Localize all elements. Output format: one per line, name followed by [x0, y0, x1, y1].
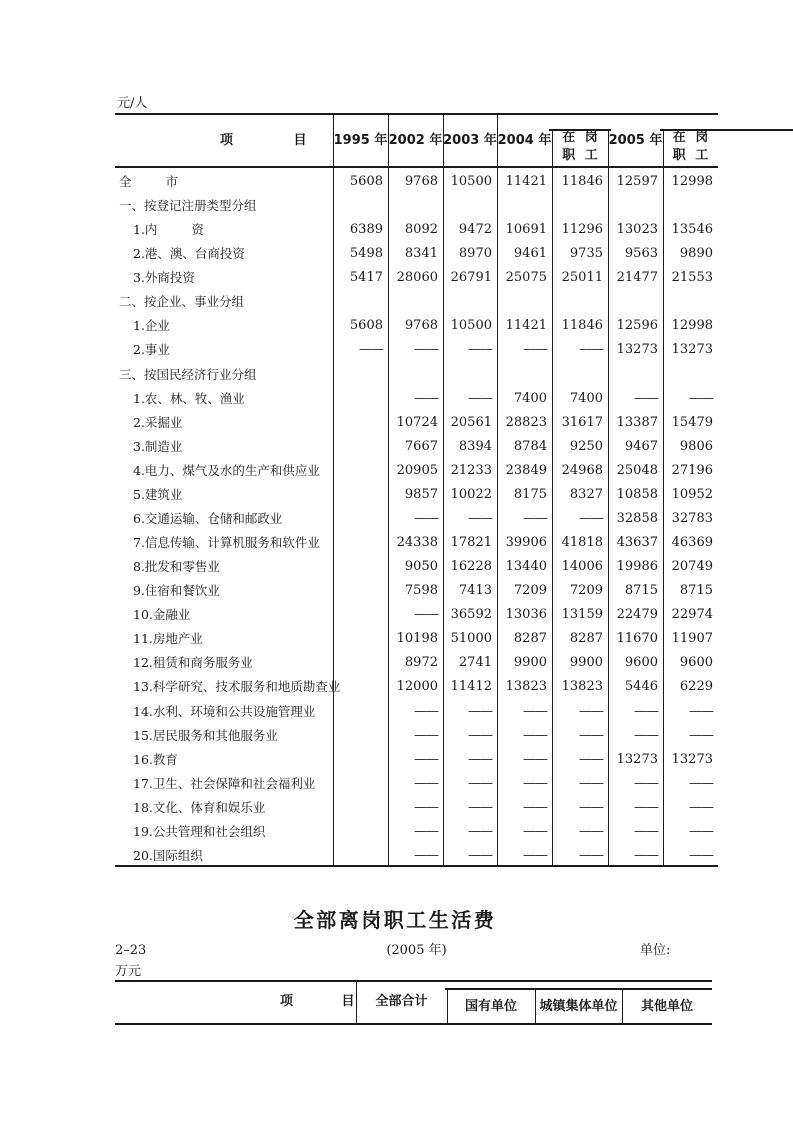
cell-value: —— [634, 703, 658, 719]
cell-value: 7598 [404, 583, 438, 599]
cell-value: 21233 [450, 462, 492, 478]
unit-label-top: 元/人 [117, 96, 148, 111]
cell-value: 25011 [561, 270, 603, 286]
cell-value: 12000 [396, 679, 438, 695]
cell-value: 5498 [349, 246, 383, 262]
cell-value: —— [634, 727, 658, 743]
cell-value: 9250 [569, 438, 603, 454]
cell-value: 8327 [569, 486, 603, 502]
cell-value: —— [579, 847, 603, 863]
cell-value: 5608 [349, 174, 383, 189]
unit-value: 万元 [115, 964, 142, 979]
row-label: 1.农、林、牧、渔业 [133, 390, 245, 406]
cell-value: 8175 [513, 486, 547, 502]
cell-value: 6229 [679, 679, 713, 695]
row-label: 2.事业 [133, 342, 170, 358]
cell-value: —— [634, 823, 658, 839]
cell-value: 13273 [616, 751, 658, 767]
cell-value: 12596 [616, 318, 658, 334]
row-label: 12.租赁和商务服务业 [133, 655, 253, 671]
cell-value: 9768 [404, 318, 438, 334]
cell-value: 19986 [616, 559, 658, 575]
cell-value: 10952 [671, 486, 713, 502]
cell-value: —— [414, 342, 438, 358]
cell-value: —— [523, 342, 547, 358]
cell-value: 10198 [396, 631, 438, 647]
cell-value: —— [468, 751, 492, 767]
cell-value: 9857 [404, 486, 438, 502]
cell-value: —— [523, 799, 547, 815]
cell-value: 13823 [505, 679, 547, 695]
cell-value: —— [689, 390, 713, 406]
cell-value: —— [414, 799, 438, 815]
cell-value: 9900 [513, 655, 547, 671]
cell-value: —— [523, 823, 547, 839]
column-rule [388, 113, 389, 867]
cell-value: 51000 [450, 631, 492, 647]
top-rule [115, 980, 712, 982]
cell-value: 24968 [561, 462, 603, 478]
col-header: 职 工 [562, 148, 598, 163]
cell-value: 8287 [513, 631, 547, 647]
cell-value: 11421 [505, 318, 547, 334]
row-label: 6.交通运输、仓储和邮政业 [133, 510, 283, 526]
top-rule [115, 113, 718, 115]
cell-value: 13023 [616, 222, 658, 238]
cell-value: 8092 [404, 222, 438, 238]
cell-value: 14006 [561, 559, 603, 575]
cell-value: —— [634, 775, 658, 791]
cell-value: 28060 [396, 270, 438, 286]
row-label: 17.卫生、社会保障和社会福利业 [133, 775, 316, 791]
table-code: 2–23 [115, 943, 147, 958]
cell-value: 22479 [616, 607, 658, 623]
cell-value: 9806 [679, 438, 713, 454]
cell-value: 7400 [569, 390, 603, 406]
cell-value: 15479 [671, 414, 713, 430]
row-label: 5.建筑业 [133, 486, 183, 502]
cell-value: —— [468, 390, 492, 406]
cell-value: 11846 [561, 174, 603, 189]
cell-value: —— [468, 510, 492, 526]
cell-value: —— [468, 823, 492, 839]
row-label: 10.金融业 [133, 607, 191, 623]
cell-value: 10500 [450, 318, 492, 334]
cell-value: 10022 [450, 486, 492, 502]
cell-value: —— [579, 823, 603, 839]
cell-value: 27196 [671, 462, 713, 478]
unit-label: 单位: [640, 943, 671, 958]
cell-value: 32783 [671, 510, 713, 526]
cell-value: 13273 [671, 751, 713, 767]
cell-value: 13546 [671, 222, 713, 238]
cell-value: —— [468, 847, 492, 863]
cell-value: 12998 [671, 174, 713, 189]
row-label: 三、按国民经济行业分组 [119, 366, 257, 382]
cell-value: 9467 [624, 438, 658, 454]
cell-value: 8287 [569, 631, 603, 647]
row-label: 8.批发和零售业 [133, 559, 220, 575]
cell-value: —— [468, 727, 492, 743]
col-header: 国有单位 [464, 999, 517, 1014]
cell-value: —— [414, 847, 438, 863]
cell-value: 11296 [561, 222, 603, 238]
cell-value: 17821 [450, 535, 492, 551]
cell-value: 26791 [450, 270, 492, 286]
col-header: 城镇集体单位 [539, 999, 618, 1014]
cell-value: —— [689, 799, 713, 815]
cell-value: 7209 [513, 583, 547, 599]
section-title: 全部离岗职工生活费 [293, 908, 497, 932]
row-label: 13.科学研究、技术服务和地质勘查业 [133, 679, 341, 695]
col-header: 其他单位 [640, 999, 693, 1014]
row-label: 二、按企业、事业分组 [119, 294, 245, 310]
cell-value: —— [579, 727, 603, 743]
cell-value: 13440 [505, 559, 547, 575]
col-header: 在 岗 [562, 130, 598, 145]
col-header: 2002 年 [388, 133, 443, 148]
cell-value: 21553 [671, 270, 713, 286]
row-label: 一、按登记注册类型分组 [119, 198, 257, 214]
cell-value: 25048 [616, 462, 658, 478]
row-label: 3.外商投资 [133, 270, 195, 286]
cell-value: —— [523, 847, 547, 863]
cell-value: —— [468, 703, 492, 719]
cell-value: 10691 [505, 222, 547, 238]
cell-value: 13387 [616, 414, 658, 430]
cell-value: 11412 [450, 679, 492, 695]
cell-value: 21477 [616, 270, 658, 286]
col-header: 职 工 [672, 148, 709, 163]
column-rule [608, 129, 609, 867]
cell-value: 7400 [513, 390, 547, 406]
item-column-header: 项 目 [220, 133, 307, 148]
cell-value: —— [414, 703, 438, 719]
cell-value: 6389 [349, 222, 383, 238]
cell-value: —— [579, 703, 603, 719]
year-note: (2005 年) [386, 943, 447, 958]
col-header: 1995 年 [333, 133, 388, 148]
cell-value: —— [414, 823, 438, 839]
cell-value: 39906 [505, 535, 547, 551]
cell-value: 10858 [616, 486, 658, 502]
row-label: 7.信息传输、计算机服务和软件业 [133, 535, 320, 551]
cell-value: 10724 [396, 414, 438, 430]
item-column-header: 项 目 [280, 994, 355, 1009]
col-header: 2003 年 [443, 133, 497, 148]
cell-value: 10500 [450, 174, 492, 189]
cell-value: 32858 [616, 510, 658, 526]
cell-value: 2741 [458, 655, 492, 671]
cell-value: 13823 [561, 679, 603, 695]
cell-value: 9890 [679, 246, 713, 262]
cell-value: 43637 [616, 535, 658, 551]
subbox-rule [445, 988, 712, 990]
cell-value: 11846 [561, 318, 603, 334]
cell-value: 7667 [404, 438, 438, 454]
cell-value: —— [523, 727, 547, 743]
cell-value: 11907 [671, 631, 713, 647]
row-label: 20.国际组织 [133, 847, 203, 863]
cell-value: —— [414, 607, 438, 623]
cell-value: —— [523, 751, 547, 767]
cell-value: 9461 [513, 246, 547, 262]
cell-value: —— [468, 342, 492, 358]
cell-value: 9472 [458, 222, 492, 238]
row-label: 11.房地产业 [133, 631, 203, 647]
cell-value: 8970 [458, 246, 492, 262]
cell-value: —— [579, 775, 603, 791]
cell-value: 12597 [616, 174, 658, 189]
cell-value: 12998 [671, 318, 713, 334]
cell-value: —— [523, 775, 547, 791]
cell-value: —— [689, 847, 713, 863]
column-rule [552, 129, 553, 867]
cell-value: —— [689, 823, 713, 839]
row-label: 3.制造业 [133, 438, 183, 454]
cell-value: 36592 [450, 607, 492, 623]
cell-value: 11670 [616, 631, 658, 647]
cell-value: 9600 [624, 655, 658, 671]
cell-value: 9735 [569, 246, 603, 262]
cell-value: 13273 [671, 342, 713, 358]
cell-value: 20749 [671, 559, 713, 575]
cell-value: 8715 [679, 583, 713, 599]
cell-value: —— [468, 799, 492, 815]
cell-value: 28823 [505, 414, 547, 430]
cell-value: 9600 [679, 655, 713, 671]
cell-value: —— [414, 390, 438, 406]
cell-value: —— [359, 342, 383, 358]
cell-value: 7209 [569, 583, 603, 599]
row-label: 14.水利、环境和公共设施管理业 [133, 703, 316, 719]
row-label: 15.居民服务和其他服务业 [133, 727, 278, 743]
row-label: 16.教育 [133, 751, 178, 767]
col-header: 全部合计 [375, 994, 428, 1009]
cell-value: 31617 [561, 414, 603, 430]
column-rule [663, 129, 664, 867]
row-label: 9.住宿和餐饮业 [133, 583, 220, 599]
column-rule [333, 113, 334, 867]
cell-value: —— [414, 775, 438, 791]
cell-value: 9768 [404, 174, 438, 189]
cell-value: 11421 [505, 174, 547, 189]
cell-value: 20561 [450, 414, 492, 430]
col-header: 在 岗 [672, 130, 709, 145]
cell-value: 5446 [624, 679, 658, 695]
cell-value: —— [634, 390, 658, 406]
col-header: 2004 年 [497, 133, 552, 148]
cell-value: 8972 [404, 655, 438, 671]
col-header: 2005 年 [608, 133, 663, 148]
row-label: 1.内 资 [133, 222, 204, 238]
cell-value: 46369 [671, 535, 713, 551]
row-label: 19.公共管理和社会组织 [133, 823, 266, 839]
cell-value: 23849 [505, 462, 547, 478]
cell-value: 5417 [349, 270, 383, 286]
column-rule [443, 113, 444, 867]
cell-value: 8715 [624, 583, 658, 599]
row-label: 4.电力、煤气及水的生产和供应业 [133, 462, 320, 478]
cell-value: —— [634, 847, 658, 863]
cell-value: 24338 [396, 535, 438, 551]
cell-value: 9900 [569, 655, 603, 671]
cell-value: —— [414, 751, 438, 767]
cell-value: 41818 [561, 535, 603, 551]
row-label: 2.港、澳、台商投资 [133, 246, 245, 262]
cell-value: 13036 [505, 607, 547, 623]
column-rule [497, 113, 498, 867]
cell-value: —— [523, 510, 547, 526]
cell-value: 9050 [404, 559, 438, 575]
cell-value: —— [689, 775, 713, 791]
cell-value: —— [414, 510, 438, 526]
cell-value: 13159 [561, 607, 603, 623]
row-label: 18.文化、体育和娱乐业 [133, 799, 266, 815]
cell-value: 25075 [505, 270, 547, 286]
cell-value: 5608 [349, 318, 383, 334]
header-rule [115, 166, 718, 168]
cell-value: —— [579, 510, 603, 526]
cell-value: 8394 [458, 438, 492, 454]
cell-value: —— [689, 703, 713, 719]
cell-value: —— [579, 751, 603, 767]
cell-value: 8784 [513, 438, 547, 454]
cell-value: —— [468, 775, 492, 791]
cell-value: —— [579, 342, 603, 358]
cell-value: —— [414, 727, 438, 743]
cell-value: —— [579, 799, 603, 815]
cell-value: —— [523, 703, 547, 719]
cell-value: 22974 [671, 607, 713, 623]
cell-value: 7413 [458, 583, 492, 599]
cell-value: 13273 [616, 342, 658, 358]
cell-value: —— [634, 799, 658, 815]
cell-value: 16228 [450, 559, 492, 575]
cell-value: 8341 [404, 246, 438, 262]
cell-value: 20905 [396, 462, 438, 478]
row-label: 全 市 [119, 174, 178, 189]
cell-value: 9563 [624, 246, 658, 262]
cell-value: —— [689, 727, 713, 743]
row-label: 1.企业 [133, 318, 170, 334]
row-label: 2.采掘业 [133, 414, 183, 430]
